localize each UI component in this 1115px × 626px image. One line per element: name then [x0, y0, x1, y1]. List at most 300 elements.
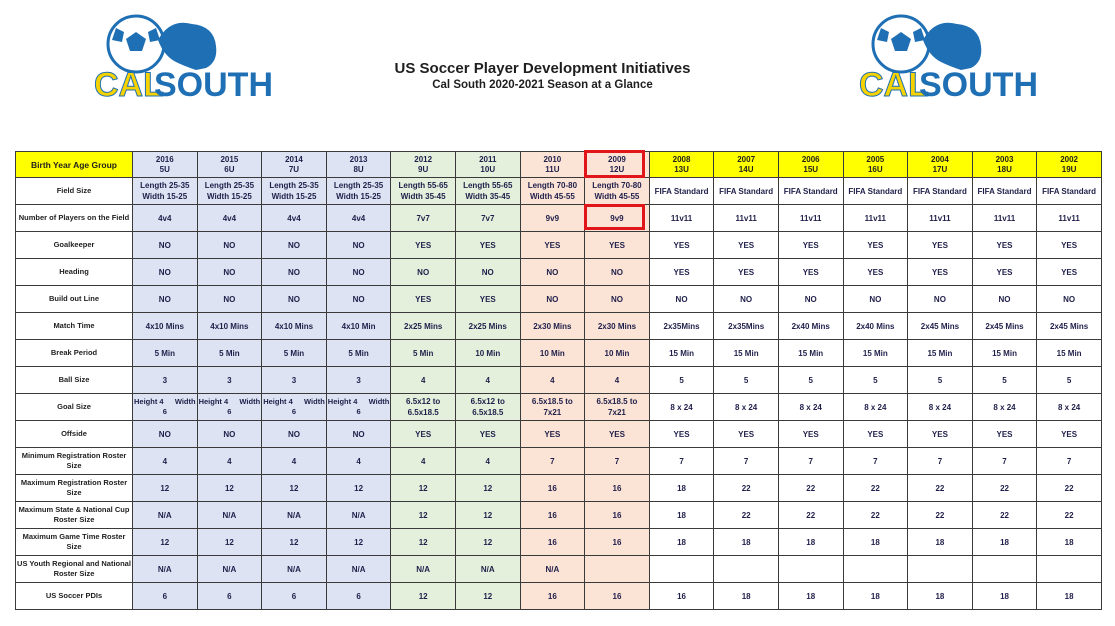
cell-line: Length 70-80	[527, 181, 578, 190]
table-cell: 8 x 24	[843, 394, 908, 421]
column-header	[843, 152, 908, 178]
table-cell: 12	[326, 529, 391, 556]
age-group: 6U	[224, 164, 235, 174]
table-cell: 18	[649, 502, 714, 529]
table-cell: 18	[649, 529, 714, 556]
table-cell: YES	[455, 232, 520, 259]
column-header	[262, 152, 327, 178]
table-cell	[714, 556, 779, 583]
table-cell	[133, 178, 198, 205]
table-cell: YES	[972, 232, 1037, 259]
table-cell: 16	[520, 583, 585, 610]
age-group: 15U	[803, 164, 819, 174]
table-cell: 5	[1037, 367, 1102, 394]
table-cell: YES	[972, 259, 1037, 286]
row-label: Heading	[16, 259, 133, 286]
age-group: 9U	[418, 164, 429, 174]
table-cell: 2x30 Mins	[585, 313, 650, 340]
table-cell: 18	[972, 529, 1037, 556]
table-cell: NO	[197, 421, 262, 448]
goal-width: Width	[304, 397, 325, 406]
row-label: Maximum Game Time Roster Size	[16, 529, 133, 556]
table-cell: 18	[1037, 529, 1102, 556]
age-group: 7U	[288, 164, 300, 174]
table-cell: YES	[1037, 259, 1102, 286]
table-cell: 8 x 24	[908, 394, 973, 421]
goal-width: Width	[368, 397, 390, 406]
table-cell: 18	[1037, 583, 1102, 610]
table-cell: YES	[843, 421, 908, 448]
table-cell: 6	[326, 583, 391, 610]
table-cell: 4v4	[326, 205, 391, 232]
table-cell: NO	[197, 232, 262, 259]
table-row	[16, 340, 1102, 367]
cell-line: Width 15-25	[336, 192, 381, 201]
table-cell: 7	[714, 448, 779, 475]
goal-width: Width	[239, 397, 261, 406]
table-cell: 22	[972, 502, 1037, 529]
column-header	[197, 152, 262, 178]
table-cell	[585, 556, 650, 583]
table-cell: NO	[326, 259, 391, 286]
table-cell	[133, 394, 198, 421]
table-cell: 2x40 Mins	[843, 313, 908, 340]
table-cell: 15 Min	[908, 340, 973, 367]
table-cell: 7v7	[391, 205, 456, 232]
table-cell: 5 Min	[197, 340, 262, 367]
svg-text:CAL: CAL	[94, 66, 164, 104]
cell-line: Length 25-35	[269, 181, 319, 190]
table-cell: NO	[972, 286, 1037, 313]
table-cell: 7	[649, 448, 714, 475]
cell-line: Length 25-35	[204, 181, 255, 190]
table-cell: 5 Min	[326, 340, 391, 367]
birth-year: 2006	[801, 154, 820, 164]
table-cell: NO	[133, 286, 198, 313]
table-cell: 2x35Mins	[649, 313, 714, 340]
table-cell: 12	[391, 502, 456, 529]
table-cell: 3	[133, 367, 198, 394]
table-cell: FIFA Standard	[778, 178, 843, 205]
table-cell: YES	[778, 421, 843, 448]
table-cell: YES	[908, 421, 973, 448]
table-cell: 16	[585, 583, 650, 610]
table-cell: 6	[133, 583, 198, 610]
cell-line: Width 15-25	[271, 192, 317, 201]
table-cell: 16	[520, 529, 585, 556]
table-cell: 22	[843, 475, 908, 502]
table-cell: 18	[908, 529, 973, 556]
table-cell: NO	[326, 232, 391, 259]
table-cell: 18	[778, 583, 843, 610]
table-cell: NO	[133, 421, 198, 448]
age-group: 12U	[609, 164, 625, 174]
cal-south-logo-left	[88, 10, 273, 105]
row-label: Offside	[16, 421, 133, 448]
table-cell: YES	[520, 232, 585, 259]
column-header	[972, 152, 1037, 178]
table-cell: 8 x 24	[649, 394, 714, 421]
table-cell: YES	[455, 286, 520, 313]
table-cell: 4x10 Mins	[133, 313, 198, 340]
table-cell: 8 x 24	[1037, 394, 1102, 421]
cell-line: 6.5x12 to	[406, 397, 441, 406]
row-label: Break Period	[16, 340, 133, 367]
age-group: 17U	[932, 164, 948, 174]
table-cell: 2x45 Mins	[972, 313, 1037, 340]
table-header-row	[16, 152, 1102, 178]
column-header	[391, 152, 456, 178]
column-header	[778, 152, 843, 178]
table-cell: 4x10 Mins	[197, 313, 262, 340]
table-cell: 4x10 Min	[326, 313, 391, 340]
table-cell: 7	[1037, 448, 1102, 475]
table-cell	[520, 178, 585, 205]
table-cell: 5	[908, 367, 973, 394]
table-cell	[649, 556, 714, 583]
table-cell: 11v11	[908, 205, 973, 232]
table-cell: YES	[778, 232, 843, 259]
column-header	[133, 152, 198, 178]
table-cell: N/A	[262, 502, 327, 529]
table-cell: YES	[585, 232, 650, 259]
table-cell: NO	[520, 286, 585, 313]
table-cell: YES	[649, 421, 714, 448]
table-cell: 6	[262, 583, 327, 610]
table-cell: FIFA Standard	[714, 178, 779, 205]
birth-year: 2013	[349, 154, 368, 164]
table-cell: YES	[391, 286, 456, 313]
table-row	[16, 232, 1102, 259]
table-cell: 22	[843, 502, 908, 529]
table-cell: 7	[585, 448, 650, 475]
table-cell: YES	[585, 421, 650, 448]
table-cell: 11v11	[1037, 205, 1102, 232]
column-header	[908, 152, 973, 178]
table-cell: NO	[133, 259, 198, 286]
birth-year: 2003	[995, 154, 1014, 164]
table-cell: 12	[262, 529, 327, 556]
table-cell: 10 Min	[520, 340, 585, 367]
goal-height: Height 4	[198, 397, 229, 406]
table-cell	[391, 394, 456, 421]
table-cell: 22	[908, 502, 973, 529]
row-label: Number of Players on the Field	[16, 205, 133, 232]
table-cell: NO	[197, 286, 262, 313]
cell-line: Width 15-25	[206, 192, 252, 201]
table-cell: 5	[972, 367, 1037, 394]
table-cell: 11v11	[714, 205, 779, 232]
svg-text:CAL: CAL	[859, 66, 929, 104]
table-cell: 4	[520, 367, 585, 394]
table-cell: YES	[391, 232, 456, 259]
cell-line: 6.5x18.5 to	[596, 397, 638, 406]
birth-year: 2016	[155, 154, 174, 164]
table-cell: NO	[326, 421, 391, 448]
table-cell: N/A	[133, 502, 198, 529]
goal-value: 6	[227, 407, 232, 416]
birth-year: 2008	[672, 154, 691, 164]
table-cell: N/A	[197, 502, 262, 529]
table-cell: NO	[197, 259, 262, 286]
table-cell	[1037, 556, 1102, 583]
column-header	[326, 152, 391, 178]
table-cell: 5 Min	[262, 340, 327, 367]
cell-line: Width 45-55	[529, 192, 575, 201]
table-cell: YES	[1037, 232, 1102, 259]
table-cell: 16	[585, 502, 650, 529]
table-cell: 8 x 24	[972, 394, 1037, 421]
table-cell: 12	[391, 475, 456, 502]
row-label: Maximum State & National Cup Roster Size	[16, 502, 133, 529]
birth-year: 2005	[866, 154, 885, 164]
table-cell: 16	[649, 583, 714, 610]
table-cell: 12	[197, 475, 262, 502]
cell-line: 6.5x18.5	[472, 408, 504, 417]
cal-south-logo-graphic	[88, 10, 273, 105]
table-cell: N/A	[326, 556, 391, 583]
table-cell: YES	[908, 232, 973, 259]
table-cell: 12	[391, 583, 456, 610]
table-cell: 3	[262, 367, 327, 394]
age-group: 10U	[480, 164, 496, 174]
page-title: US Soccer Player Development Initiatives	[394, 60, 691, 77]
age-group: 16U	[867, 164, 883, 174]
table-cell	[197, 394, 262, 421]
row-label: Ball Size	[16, 367, 133, 394]
birth-year: 2011	[479, 154, 497, 164]
table-cell: NO	[455, 259, 520, 286]
birth-year: 2015	[220, 154, 239, 164]
table-cell: 16	[520, 475, 585, 502]
table-cell: 18	[843, 583, 908, 610]
table-cell: 4	[133, 448, 198, 475]
svg-text:SOUTH: SOUTH	[919, 66, 1038, 104]
age-group: 19U	[1061, 164, 1077, 174]
table-cell: 12	[455, 475, 520, 502]
table-cell: 4	[262, 448, 327, 475]
table-cell: NO	[714, 286, 779, 313]
cell-line: 7x21	[543, 408, 562, 417]
page-subtitle: Cal South 2020-2021 Season at a Glance	[432, 79, 653, 91]
table-cell: N/A	[391, 556, 456, 583]
row-label: Goal Size	[16, 394, 133, 421]
table-cell: FIFA Standard	[1037, 178, 1102, 205]
table-row	[16, 394, 1102, 421]
title-block	[330, 60, 755, 91]
age-group-table	[15, 151, 1102, 610]
table-cell	[326, 178, 391, 205]
table-cell: N/A	[197, 556, 262, 583]
table-cell	[778, 556, 843, 583]
table-cell: 4	[326, 448, 391, 475]
table-cell: 22	[1037, 475, 1102, 502]
table-cell: 12	[455, 583, 520, 610]
row-label: US Youth Regional and National Roster Size	[16, 556, 133, 583]
table-cell: 15 Min	[1037, 340, 1102, 367]
table-cell: 16	[585, 475, 650, 502]
age-group: 14U	[738, 164, 754, 174]
table-cell: 18	[714, 529, 779, 556]
table-cell: FIFA Standard	[843, 178, 908, 205]
table-cell: 18	[843, 529, 908, 556]
table-cell: 2x25 Mins	[391, 313, 456, 340]
table-cell: 3	[197, 367, 262, 394]
table-cell: 3	[326, 367, 391, 394]
cell-line: 7x21	[608, 408, 626, 417]
row-label: Minimum Registration Roster Size	[16, 448, 133, 475]
table-cell: 4	[585, 367, 650, 394]
svg-text:SOUTH: SOUTH	[154, 66, 273, 104]
table-cell	[908, 556, 973, 583]
table-cell: 4v4	[197, 205, 262, 232]
table-row	[16, 205, 1102, 232]
table-cell: 8 x 24	[714, 394, 779, 421]
birth-year: 2012	[414, 154, 433, 164]
cell-line: 6.5x12 to	[470, 397, 505, 406]
cell-line: Length 70-80	[592, 181, 642, 190]
table-cell: NO	[585, 259, 650, 286]
table-cell: YES	[778, 259, 843, 286]
table-cell: 12	[326, 475, 391, 502]
table-cell	[262, 394, 327, 421]
table-cell	[326, 394, 391, 421]
table-cell: 5 Min	[133, 340, 198, 367]
table-cell: 11v11	[843, 205, 908, 232]
table-cell: 18	[778, 529, 843, 556]
column-header	[714, 152, 779, 178]
table-cell	[197, 178, 262, 205]
table-cell: 22	[778, 502, 843, 529]
table-cell: 22	[778, 475, 843, 502]
table-cell: 7	[843, 448, 908, 475]
cal-south-logo-right	[853, 10, 1038, 105]
table-cell: YES	[843, 259, 908, 286]
row-label: Build out Line	[16, 286, 133, 313]
table-cell: 11v11	[649, 205, 714, 232]
table-cell: YES	[520, 421, 585, 448]
table-cell: 22	[1037, 502, 1102, 529]
age-group: 18U	[997, 164, 1012, 174]
table-cell: FIFA Standard	[908, 178, 973, 205]
column-header	[455, 152, 520, 178]
table-cell: 9v9	[585, 205, 650, 232]
birth-year: 2004	[931, 154, 949, 164]
goal-height: Height 4	[263, 397, 293, 406]
cell-line: Width 15-25	[142, 192, 188, 201]
table-row	[16, 178, 1102, 205]
table-cell: NO	[1037, 286, 1102, 313]
table-cell: 2x30 Mins	[520, 313, 585, 340]
birth-year: 2009	[608, 154, 626, 164]
table-cell: 12	[133, 475, 198, 502]
table-cell: 4	[391, 367, 456, 394]
goal-value: 6	[291, 407, 297, 416]
table-cell: 16	[585, 529, 650, 556]
table-cell: NO	[391, 259, 456, 286]
table-cell: 5	[843, 367, 908, 394]
table-cell: 6	[197, 583, 262, 610]
table-cell: 5	[649, 367, 714, 394]
table-cell: YES	[714, 259, 779, 286]
table-cell: 4x10 Mins	[262, 313, 327, 340]
cell-line: Length 55-65	[398, 181, 448, 190]
table-cell	[391, 178, 456, 205]
table-cell: 12	[197, 529, 262, 556]
age-group: 5U	[159, 164, 170, 174]
table-cell: YES	[455, 421, 520, 448]
table-row	[16, 286, 1102, 313]
cell-line: Width 45-55	[594, 192, 640, 201]
table-row	[16, 367, 1102, 394]
row-label: Goalkeeper	[16, 232, 133, 259]
table-cell: NO	[649, 286, 714, 313]
table-cell: NO	[908, 286, 973, 313]
table-cell: YES	[972, 421, 1037, 448]
table-row	[16, 421, 1102, 448]
table-cell: 7v7	[455, 205, 520, 232]
table-cell: 11v11	[972, 205, 1037, 232]
table-cell	[843, 556, 908, 583]
table-cell: 4	[455, 448, 520, 475]
cell-line: Length 55-65	[463, 181, 513, 190]
birth-year: 2010	[543, 154, 562, 164]
table-cell: N/A	[520, 556, 585, 583]
table-cell: NO	[585, 286, 650, 313]
table-cell: 7	[778, 448, 843, 475]
table-cell: 10 Min	[455, 340, 520, 367]
table-cell: 2x45 Mins	[1037, 313, 1102, 340]
table-row	[16, 583, 1102, 610]
table-cell: 7	[972, 448, 1037, 475]
table-cell: 2x35Mins	[714, 313, 779, 340]
table-cell: 2x40 Mins	[778, 313, 843, 340]
table-cell: YES	[649, 232, 714, 259]
row-label: US Soccer PDIs	[16, 583, 133, 610]
table-cell: 12	[262, 475, 327, 502]
table-cell: 11v11	[778, 205, 843, 232]
table-cell: 7	[520, 448, 585, 475]
table-cell: 18	[972, 583, 1037, 610]
table-cell: YES	[714, 421, 779, 448]
table-cell: 10 Min	[585, 340, 650, 367]
highlight-box-2009-header	[584, 150, 645, 178]
table-cell: YES	[391, 421, 456, 448]
table-cell: 22	[972, 475, 1037, 502]
column-header	[649, 152, 714, 178]
table-row	[16, 529, 1102, 556]
age-group: 8U	[353, 164, 364, 174]
table-cell: 2x45 Mins	[908, 313, 973, 340]
table-cell	[455, 394, 520, 421]
age-group: 13U	[674, 164, 689, 174]
table-cell	[520, 394, 585, 421]
table-row	[16, 502, 1102, 529]
table-cell: NO	[520, 259, 585, 286]
table-cell: 18	[649, 475, 714, 502]
table-cell: 12	[133, 529, 198, 556]
table-cell: NO	[843, 286, 908, 313]
row-label: Match Time	[16, 313, 133, 340]
table-cell: 9v9	[520, 205, 585, 232]
birth-year: 2014	[285, 154, 303, 164]
table-cell: N/A	[262, 556, 327, 583]
table-cell: NO	[133, 232, 198, 259]
table-cell: 7	[908, 448, 973, 475]
table-cell: NO	[262, 259, 327, 286]
table-cell: YES	[714, 232, 779, 259]
table-cell: 5	[778, 367, 843, 394]
